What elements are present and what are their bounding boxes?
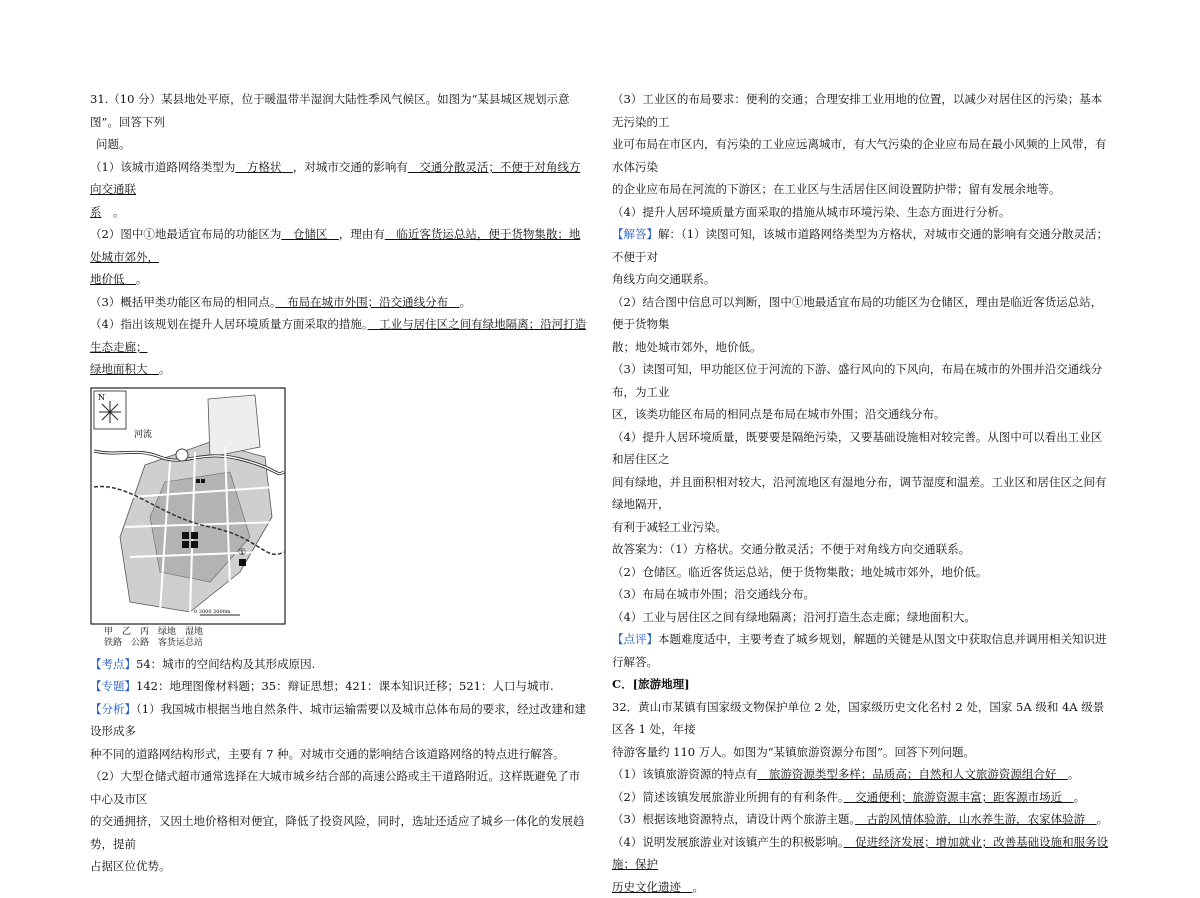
freight-station-icon [239,559,246,566]
q31-4-end: 。 [159,362,171,376]
legend-row-2: 铁路 公路 客货运总站 [104,638,590,649]
q31-2-mid: ，理由有 [339,227,385,241]
q31-3-answer: 布局在城市外围；沿交通线分布 [276,295,460,309]
q31-part1-cont [90,201,590,224]
r11: （4）提升人居环境质量，既要要是隔绝污染，又要基础设施相对较完善。从图中可以看出工业区和居住区之 [612,426,1112,471]
q32-2-end: 。 [1074,790,1086,804]
q32-part4-cont [612,876,1112,898]
right-column [612,88,1112,898]
r14: 故答案为：（1）方格状。交通分散灵活；不便于对角线方向交通联系。 [612,538,1112,561]
q31-3-stem: （3）概括甲类功能区布局的相同点。 [90,295,276,309]
fenxi-line [90,698,590,743]
fenxi-2c: 占据区位优势。 [90,855,590,878]
q32-4-answer-cont: 历史文化遗迹 [612,880,693,894]
q32-intro-2: 待游客量约 110 万人。如图为“某镇旅游资源分布图”。回答下列问题。 [612,741,1112,764]
r5: 解：（1）读图可知，该城市道路网络类型为方格状，对城市交通的影响有交通分散灵活；不便于对 [612,227,1108,264]
city-plan-map [90,387,286,627]
jieda-line [612,223,1112,268]
site-1-label: ① [238,548,246,558]
compass-icon [99,401,121,423]
q31-part4 [90,313,590,358]
r3: 的企业应布局在河流的下游区；在工业区与生活居住区间设置防护带；留有发展余地等。 [612,178,1112,201]
q32-4-end: 。 [693,880,705,894]
r13: 有利于减轻工业污染。 [612,516,1112,539]
q31-intro-2 [90,133,590,156]
fenxi-tag: 【分析】 [90,702,136,716]
kaodian-line [90,653,590,676]
north-label: N [98,393,105,402]
q31-2-stem: （2）图中①地最适宜布局的功能区为 [90,227,281,241]
q31-2-answer2: 临近客货运总站，便于货物集散；地处城市郊外， [90,227,580,264]
q31-intro [90,88,590,133]
fenxi-2b: 的交通拥挤，又因土地价格相对便宜，降低了投资风险，同时，选址还适应了城乡一体化的发展趋势，提前 [90,810,590,855]
r12: 间有绿地，并且面积相对较大，沿河流地区有湿地分布，调节湿度和温差。工业区和居住区之间有绿地隔开， [612,471,1112,516]
r8: 散；地处城市郊外，地价低。 [612,336,1112,359]
r16: （3）布局在城市外围；沿交通线分布。 [612,583,1112,606]
q32-2-stem: （2）简述该镇发展旅游业所拥有的有利条件。 [612,790,844,804]
q32-3-stem: （3）根据该地资源特点，请设计两个旅游主题。 [612,812,855,826]
r18: 本题难度适中，主要考查了城乡规划，解题的关键是从图文中获取信息并调用相关知识进行解答。 [612,632,1107,669]
q31-4-answer-cont: 绿地面积大 [90,362,159,376]
q31-part1 [90,156,590,201]
r4: （4）提升人居环境质量方面采取的措施从城市环境污染、生态方面进行分析。 [612,201,1112,224]
fenxi-1a: （1）我国城市根据当地自然条件、城市运输需要以及城市总体布局的要求，经过改建和建设形成多 [90,702,586,739]
q31-1-mid: ，对城市交通的影响有 [293,160,408,174]
fenxi-2a: （2）大型仓储式超市通常选择在大城市城乡结合部的高速公路或主干道路附近。这样既避免了市中心及市区 [90,765,590,810]
zhuanti-line [90,675,590,698]
q31-intro-line2: 问题。 [96,137,131,151]
river-label: 河流 [134,428,152,440]
q31-1-answer2: 交通分散灵活；不便于对角线方向交通联 [90,160,580,197]
q32-1-answer: 旅游资源类型多样；品质高；自然和人文旅游资源组合好 [757,767,1068,781]
dianping-line [612,628,1112,673]
q31-part2 [90,223,590,268]
q32-part1 [612,763,1112,786]
scale-label: 0 3000 2000m [194,609,231,615]
q31-1-end: 。 [102,205,125,219]
q31-1-answer1: 方格状 [235,160,293,174]
r10: 区，该类功能区布局的相同点是布局在城市外围；沿交通线分布。 [612,403,1112,426]
q31-part3 [90,291,590,314]
q32-4-stem: （4）说明发展旅游业对该镇产生的积极影响。 [612,835,844,849]
map-legend [104,627,590,649]
q31-part2-cont [90,268,590,291]
q31-4-stem: （4）指出该规划在提升人居环境质量方面采取的措施。 [90,317,368,331]
q32-1-stem: （1）该镇旅游资源的特点有 [612,767,757,781]
r15: （2）仓储区。临近客货运总站，便于货物集散；地处城市郊外，地价低。 [612,561,1112,584]
q31-2-answer2-cont: 地价低 [90,272,136,286]
q32-part3 [612,808,1112,831]
q32-1-end: 。 [1068,767,1080,781]
r17: （4）工业与居住区之间有绿地隔离；沿河打造生态走廊；绿地面积大。 [612,606,1112,629]
dianping-tag: 【点评】 [612,632,658,646]
kaodian-text: 54：城市的空间结构及其形成原因. [136,657,315,671]
q31-2-answer1: 仓储区 [281,227,339,241]
r7: （2）结合图中信息可以判断，图中①地最适宜布局的功能区为仓储区，理由是临近客货运总站，便于货物集 [612,291,1112,336]
legend-row-1: 甲 乙 丙 绿地 湿地 [104,627,590,638]
jieda-tag: 【解答】 [612,227,658,241]
section-heading: C．[旅游地理] [612,673,1112,696]
r6: 角线方向交通联系。 [612,268,1112,291]
left-column [90,88,590,878]
q32-2-answer: 交通便利；旅游资源丰富；距客源市场近 [844,790,1074,804]
r9: （3）读图可知，甲功能区位于河流的下游、盛行风向的下风向，布局在城市的外围并沿交通线分布，为工业 [612,358,1112,403]
q31-1-answer2-cont: 系 [90,205,102,219]
q32-3-answer: 古韵风情体验游，山水养生游，农家体验游 [855,812,1097,826]
zhuanti-tag: 【专题】 [90,679,136,693]
q31-4-answer: 工业与居住区之间有绿地隔离；沿河打造生态走廊； [90,317,586,354]
q31-3-end: 。 [460,295,472,309]
city-plan-map-svg [90,387,286,627]
fenxi-1b: 种不同的道路网结构形式，主要有 7 种。对城市交通的影响结合该道路网络的特点进行解答。 [90,743,590,766]
r2: 业可布局在市区内，有污染的工业应远离城市，有大气污染的企业应布局在最小风频的上风带，有水体污染 [612,133,1112,178]
q32-4-answer: 促进经济发展；增加就业；改善基础设施和服务设施；保护 [612,835,1108,872]
q31-1-stem: （1）该城市道路网络类型为 [90,160,235,174]
q32-part4 [612,831,1112,876]
r1: （3）工业区的布局要求：便利的交通；合理安排工业用地的位置，以减少对居住区的污染；基本无污染的工 [612,88,1112,133]
q32-part2 [612,786,1112,809]
kaodian-tag: 【考点】 [90,657,136,671]
zhuanti-text: 142：地理图像材料题；35：辩证思想；421：课本知识迁移；521：人口与城市. [136,679,554,693]
q31-part4-cont [90,358,590,381]
q31-intro-line1: 31.（10 分）某县地处平原，位于暖温带半湿润大陆性季风气候区。如图为“某县城区规划示意图”。回答下列 [90,92,569,129]
q32-intro-1: 32．黄山市某镇有国家级文物保护单位 2 处，国家级历史文化名村 2 处，国家 5A 级和 4A 级景区各 1 处，年接 [612,696,1112,741]
q31-2-end: 。 [136,272,148,286]
q32-3-end: 。 [1097,812,1109,826]
